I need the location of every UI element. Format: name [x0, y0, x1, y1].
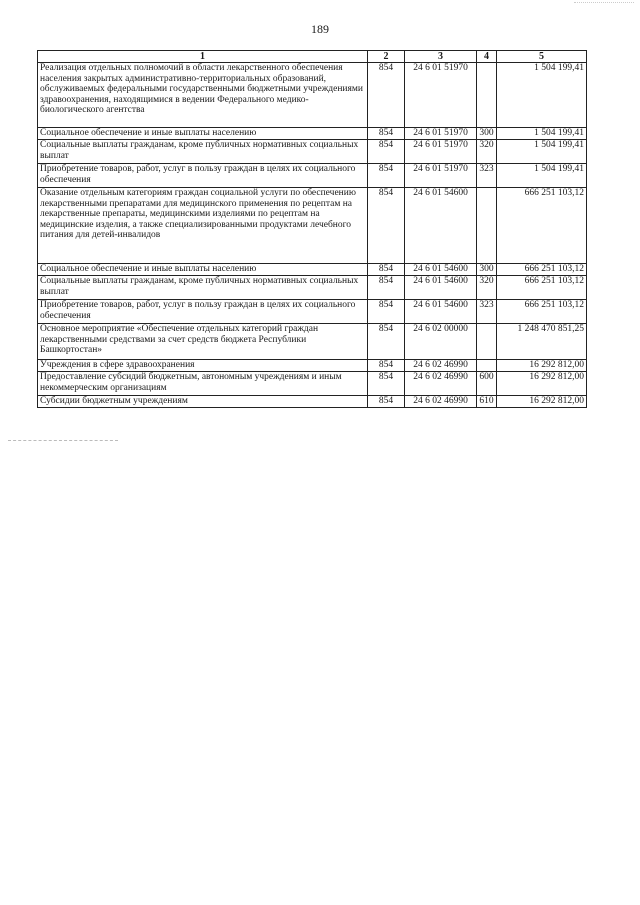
row-ministry-code: 854 [368, 276, 405, 300]
row-target-code: 24 6 01 51970 [405, 164, 477, 188]
row-ministry-code: 854 [368, 63, 405, 128]
table-row [38, 324, 587, 360]
row-target-code: 24 6 02 46990 [405, 396, 477, 408]
row-name: Учреждения в сфере здравоохранения [38, 360, 368, 372]
row-expense-type [477, 360, 497, 372]
header-col-1: 1 [38, 51, 368, 63]
table-row [38, 360, 587, 372]
budget-table [37, 50, 587, 408]
table-row [38, 63, 587, 128]
row-amount: 16 292 812,00 [497, 360, 587, 372]
row-name: Социальные выплаты гражданам, кроме публичных нормативных социальных выплат [38, 276, 368, 300]
row-amount: 16 292 812,00 [497, 396, 587, 408]
row-amount: 666 251 103,12 [497, 276, 587, 300]
row-target-code: 24 6 01 54600 [405, 188, 477, 264]
header-col-3: 3 [405, 51, 477, 63]
row-expense-type [477, 63, 497, 128]
table-row [38, 128, 587, 140]
row-expense-type: 323 [477, 164, 497, 188]
table-row [38, 276, 587, 300]
row-ministry-code: 854 [368, 188, 405, 264]
row-amount: 1 248 470 851,25 [497, 324, 587, 360]
table-row [38, 372, 587, 396]
row-name: Социальные выплаты гражданам, кроме публичных нормативных социальных выплат [38, 140, 368, 164]
row-name: Субсидии бюджетным учреждениям [38, 396, 368, 408]
row-expense-type: 300 [477, 128, 497, 140]
row-expense-type: 610 [477, 396, 497, 408]
table-row [38, 396, 587, 408]
scan-artifact-mark [574, 2, 634, 3]
row-name: Предоставление субсидий бюджетным, автономным учреждениям и иным некоммерческим организациям [38, 372, 368, 396]
row-target-code: 24 6 01 54600 [405, 300, 477, 324]
row-ministry-code: 854 [368, 128, 405, 140]
row-name: Социальное обеспечение и иные выплаты населению [38, 264, 368, 276]
row-name: Реализация отдельных полномочий в области лекарственного обеспечения населения закрытых административно-территориальных образований, обслуживаемых федеральными государственными бюджетными учреждениями здравоохранения, находящимися в ведении Федерального медико-биологического агентства [38, 63, 368, 128]
row-ministry-code: 854 [368, 264, 405, 276]
row-target-code: 24 6 02 46990 [405, 372, 477, 396]
table-body [38, 63, 587, 408]
row-amount: 666 251 103,12 [497, 264, 587, 276]
row-target-code: 24 6 01 51970 [405, 140, 477, 164]
table-row [38, 300, 587, 324]
row-target-code: 24 6 01 54600 [405, 264, 477, 276]
row-ministry-code: 854 [368, 164, 405, 188]
header-col-2: 2 [368, 51, 405, 63]
table-row [38, 264, 587, 276]
row-amount: 666 251 103,12 [497, 300, 587, 324]
row-target-code: 24 6 02 00000 [405, 324, 477, 360]
row-amount: 1 504 199,41 [497, 140, 587, 164]
table-header-row [38, 51, 587, 63]
scan-dash-line [8, 440, 118, 441]
row-ministry-code: 854 [368, 300, 405, 324]
row-expense-type [477, 324, 497, 360]
row-amount: 666 251 103,12 [497, 188, 587, 264]
table-row [38, 140, 587, 164]
table-row [38, 188, 587, 264]
row-target-code: 24 6 02 46990 [405, 360, 477, 372]
row-name: Оказание отдельным категориям граждан социальной услуги по обеспечению лекарственными препаратами для медицинского применения по рецептам на лекарственные препараты, медицинскими изделиями по рецептам на медицинские изделия, а также специализированными продуктами лечебного питания для детей-инвалидов [38, 188, 368, 264]
row-amount: 1 504 199,41 [497, 63, 587, 128]
row-expense-type: 600 [477, 372, 497, 396]
row-target-code: 24 6 01 51970 [405, 128, 477, 140]
row-ministry-code: 854 [368, 360, 405, 372]
row-target-code: 24 6 01 54600 [405, 276, 477, 300]
row-name: Основное мероприятие «Обеспечение отдельных категорий граждан лекарственными средствами за счет средств бюджета Республики Башкортостан» [38, 324, 368, 360]
header-col-5: 5 [497, 51, 587, 63]
table-row [38, 164, 587, 188]
row-name: Социальное обеспечение и иные выплаты населению [38, 128, 368, 140]
row-ministry-code: 854 [368, 140, 405, 164]
row-ministry-code: 854 [368, 396, 405, 408]
row-ministry-code: 854 [368, 324, 405, 360]
row-ministry-code: 854 [368, 372, 405, 396]
row-amount: 1 504 199,41 [497, 128, 587, 140]
row-expense-type [477, 188, 497, 264]
row-target-code: 24 6 01 51970 [405, 63, 477, 128]
row-expense-type: 320 [477, 140, 497, 164]
row-name: Приобретение товаров, работ, услуг в пользу граждан в целях их социального обеспечения [38, 164, 368, 188]
row-amount: 16 292 812,00 [497, 372, 587, 396]
header-col-4: 4 [477, 51, 497, 63]
row-expense-type: 300 [477, 264, 497, 276]
row-expense-type: 323 [477, 300, 497, 324]
row-name: Приобретение товаров, работ, услуг в пользу граждан в целях их социального обеспечения [38, 300, 368, 324]
row-amount: 1 504 199,41 [497, 164, 587, 188]
page-number: 189 [311, 22, 329, 36]
row-expense-type: 320 [477, 276, 497, 300]
